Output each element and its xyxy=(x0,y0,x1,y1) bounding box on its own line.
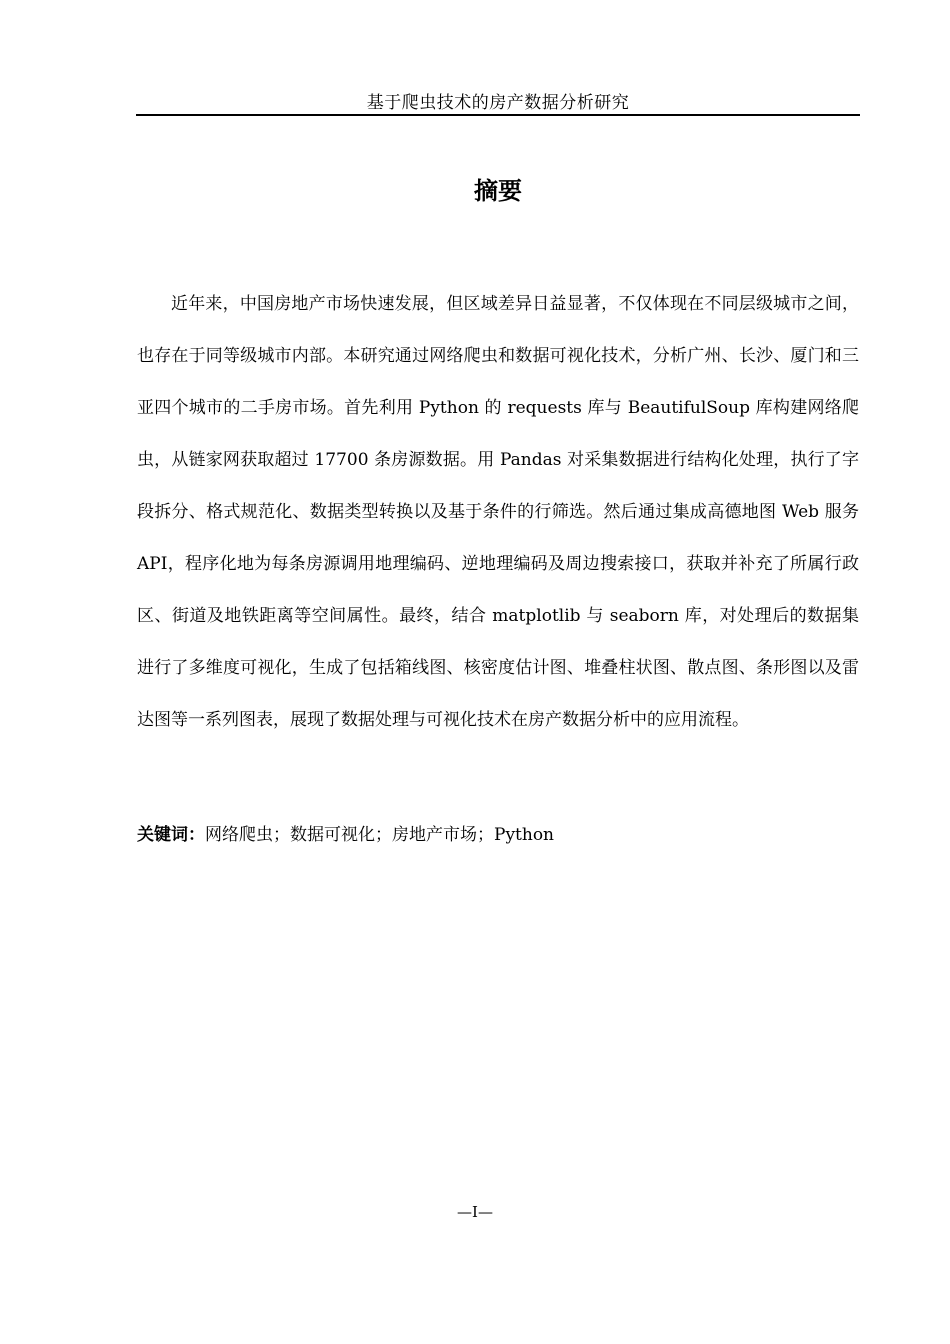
running-header: 基于爬虫技术的房产数据分析研究 xyxy=(366,93,630,113)
keywords-line xyxy=(137,818,859,852)
abstract-body: 近年来，中国房地产市场快速发展，但区域差异日益显著，不仅体现在不同层级城市之间，也存在于同等级城市内部。本研究通过网络爬虫和数据可视化技术，分析广州、长沙、厦门和三亚四个城市的二手房市场。首先利用 Python 的 requests 库与 BeautifulSoup 库构建网络爬虫，从链家网获取超过 17700 条房源数据。用 Pandas 对采集数据进行结构化处理，执行了字段拆分、格式规范化、数据类型转换以及基于条件的行筛选。然后通过集成高德地图 Web 服务 API，程序化地为每条房源调用地理编码、逆地理编码及周边搜索接口，获取并补充了所属行政区、街道及地铁距离等空间属性。最终，结合 matplotlib 与 seaborn 库，对处理后的数据集进行了多维度可视化，生成了包括箱线图、核密度估计图、堆叠柱状图、散点图、条形图以及雷达图等一系列图表，展现了数据处理与可视化技术在房产数据分析中的应用流程。 xyxy=(137,294,859,730)
keywords-label: 关键词： xyxy=(137,825,205,845)
abstract-title: 摘要 xyxy=(474,177,522,205)
page-number: —I— xyxy=(457,1203,493,1221)
keywords-value: 网络爬虫；数据可视化；房地产市场；Python xyxy=(205,825,555,845)
header-rule xyxy=(136,114,860,116)
